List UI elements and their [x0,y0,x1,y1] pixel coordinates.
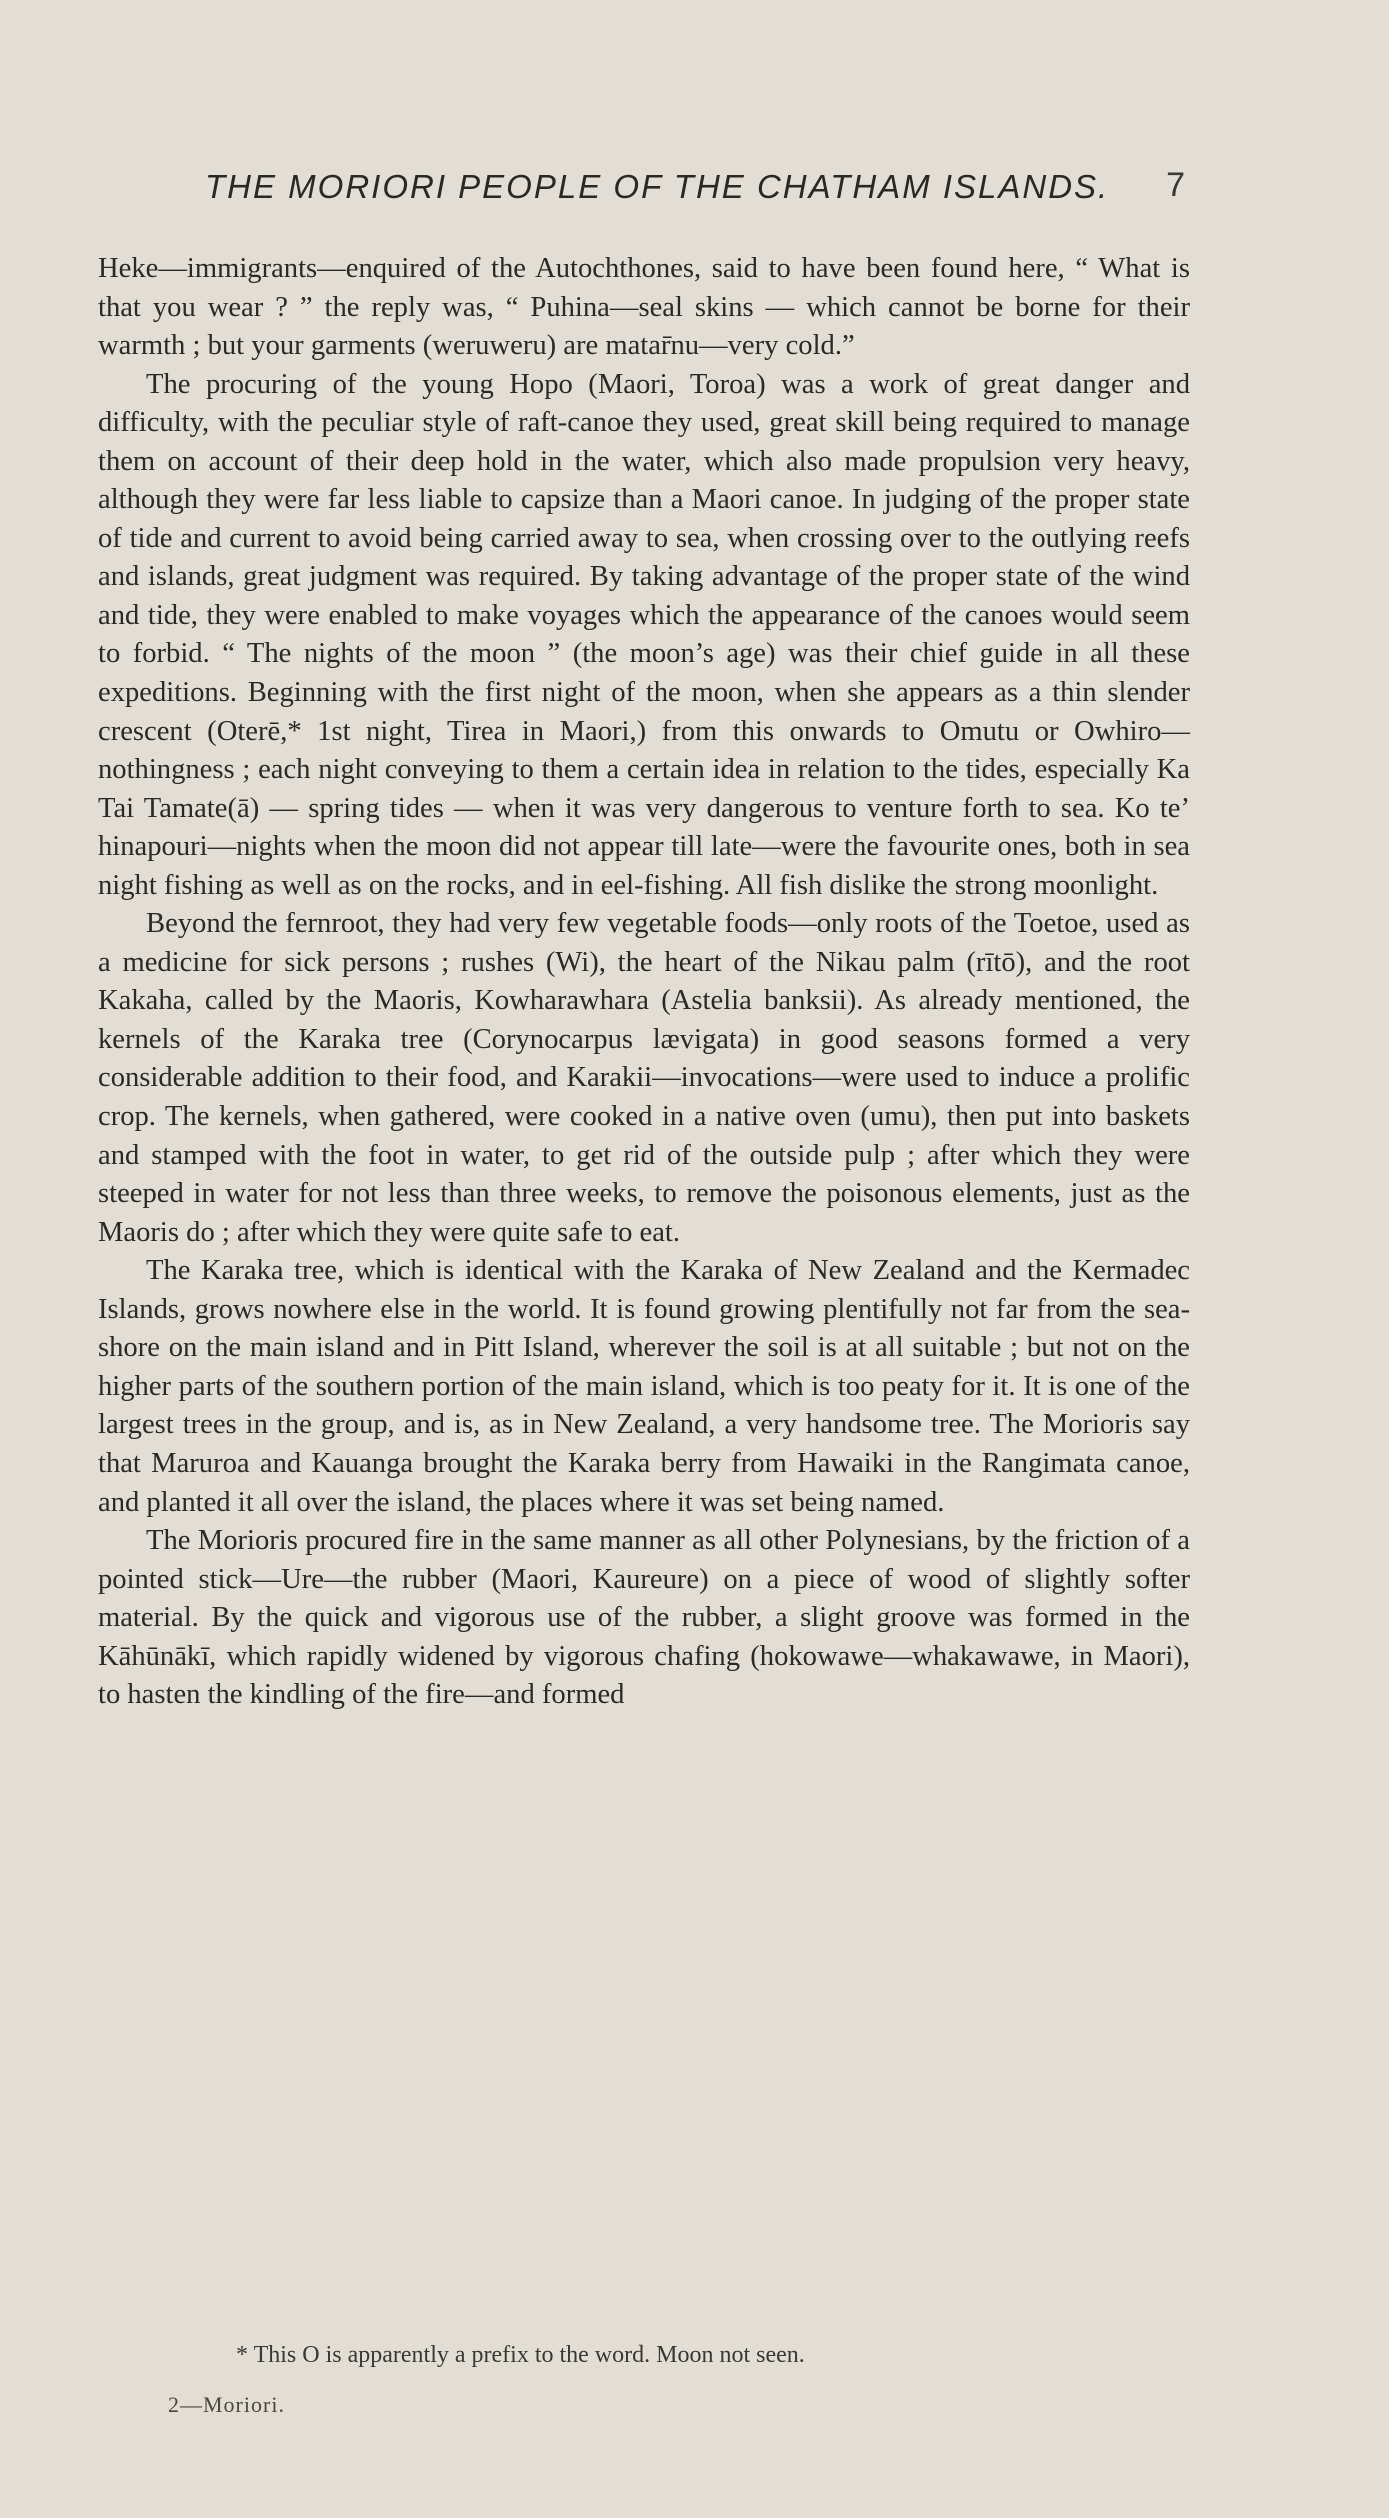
running-title: THE MORIORI PEOPLE OF THE CHATHAM ISLANDS. [205,168,1110,205]
paragraph-4: The Karaka tree, which is identical with the Karaka of New Zealand and the Kermadec Islands, grows nowhere else in the world. It is found growing plentifully not far from the sea-shore on the main island and in Pitt Island, wherever the soil is at all suitable ; but not on the higher parts of the southern portion of the main island, which is too peaty for it. It is one of the largest trees in the group, and is, as in New Zealand, a very handsome tree. The Morioris say that Maruroa and Kauanga brought the Karaka berry from Hawaiki in the Rangimata canoe, and planted it all over the island, the places where it was set being named. [98,1255,1190,1518]
body-text [98,250,1190,1715]
paragraph-5: The Morioris procured fire in the same manner as all other Polynesians, by the friction of a pointed stick—Ure—the rubber (Maori, Kaureure) on a piece of wood of slightly softer material. By the quick and vigorous use of the rubber, a slight groove was formed in the Kāhūnākī, which rapidly widened by vigorous chafing (hokowawe—whakawawe, in Maori), to hasten the kindling of the fire—and formed [98,1525,1190,1711]
running-header [205,168,1185,218]
paragraph-3: Beyond the fernroot, they had very few vegetable foods—only roots of the Toetoe, used as a medicine for sick persons ; rushes (Wi), the heart of the Nikau palm (rītō), and the root Kakaha, called by the Maoris, Kowharawhara (Astelia banksii). As already mentioned, the kernels of the Karaka tree (Corynocarpus lævigata) in good seasons formed a very considerable addition to their food, and Karakii—invocations—were used to induce a prolific crop. The kernels, when gathered, were cooked in a native oven (umu), then put into baskets and stamped with the foot in water, to get rid of the outside pulp ; after which they were steeped in water for not less than three weeks, to remove the poisonous elements, just as the Maoris do ; after which they were quite safe to eat. [98,908,1190,1248]
paragraph-2: The procuring of the young Hopo (Maori, Toroa) was a work of great danger and difficulty, with the peculiar style of raft-canoe they used, great skill being required to manage them on account of their deep hold in the water, which also made propulsion very heavy, although they were far less liable to capsize than a Maori canoe. In judging of the proper state of tide and current to avoid being carried away to sea, when crossing over to the outlying reefs and islands, great judgment was required. By taking advantage of the proper state of the wind and tide, they were enabled to make voyages which the appearance of the canoes would seem to forbid. “ The nights of the moon ” (the moon’s age) was their chief guide in all these expeditions. Beginning with the first night of the moon, when she appears as a thin slender crescent (Oterē,* 1st night, Tirea in Maori,) from this onwards to Omutu or Owhiro—nothingness ; each night conveying to them a certain idea in relation to the tides, especially Ka Tai Tamate(ā) — spring tides — when it was very dangerous to venture forth to sea. Ko te’ hinapouri—nights when the moon did not appear till late—were the favourite ones, both in sea night fishing as well as on the rocks, and in eel-fishing. All fish dislike the strong moonlight. [98,368,1190,901]
signature-mark: 2—Moriori. [168,2392,285,2417]
page-number: 7 [1166,166,1185,204]
paragraph-1: Heke—immigrants—enquired of the Autochthones, said to have been found here, “ What is that you wear ? ” the reply was, “ Puhina—seal skins — which cannot be borne for their warmth ; but your garments (weruweru) are matar̄nu—very cold.” [98,253,1190,362]
footnote: * This O is apparently a prefix to the word. Moon not seen. [236,2342,805,2368]
